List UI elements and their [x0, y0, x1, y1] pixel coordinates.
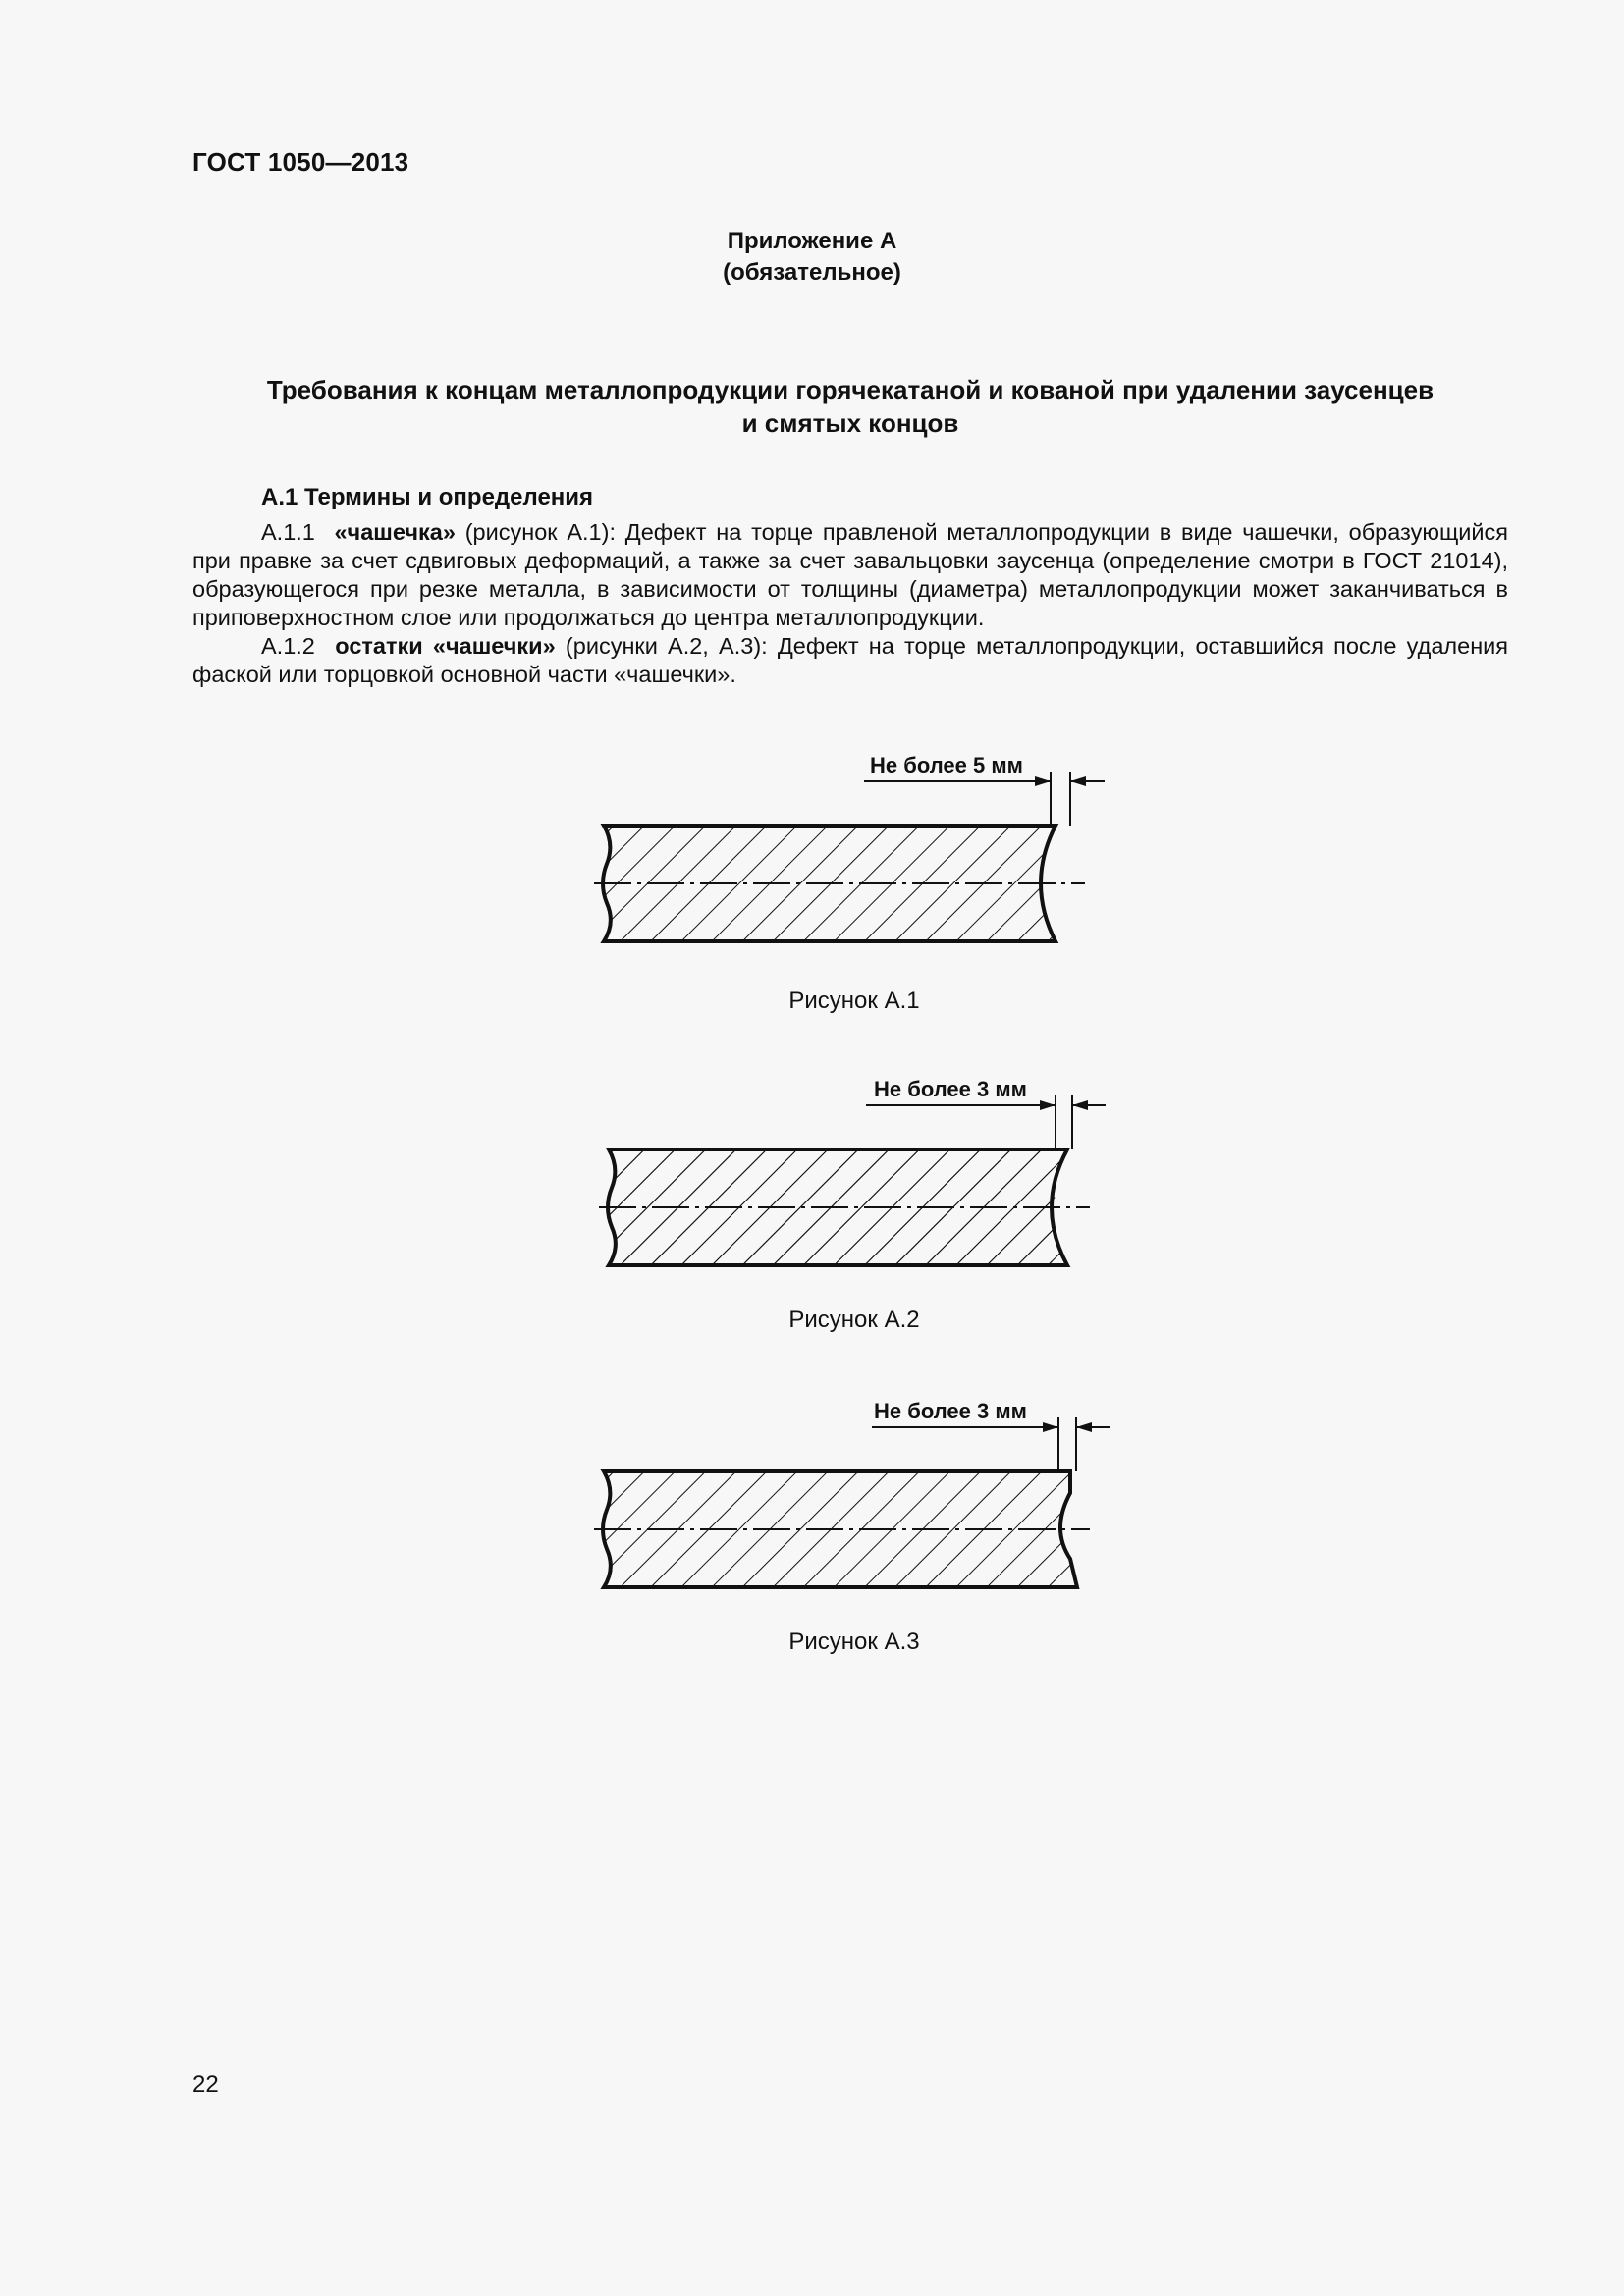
arrow-head	[1035, 776, 1051, 786]
page-number: 22	[192, 2071, 219, 2098]
appendix-status: (обязательное)	[723, 259, 901, 286]
figure-caption: Рисунок А.1	[788, 988, 920, 1014]
paragraph-number: А.1.2	[261, 633, 315, 659]
figure-a1-drawing	[550, 736, 1139, 962]
paragraph-number: А.1.1	[261, 519, 315, 545]
figure-a2-drawing	[550, 1060, 1139, 1286]
section-heading: А.1 Термины и определения	[261, 484, 594, 510]
appendix-label: Приложение А	[727, 228, 897, 254]
arrow-head	[1076, 1422, 1092, 1432]
annex-title-line2: и смятых концов	[741, 408, 959, 438]
annex-title-line1: Требования к концам металлопродукции горячекатаной и кованой при удалении заусенцев	[266, 375, 1435, 404]
figure-caption: Рисунок А.2	[788, 1307, 920, 1333]
term-definition: остатки «чашечки»	[335, 633, 556, 659]
term-definition: «чашечка»	[334, 519, 456, 545]
arrow-head	[1070, 776, 1086, 786]
paragraph-a12	[192, 632, 1508, 689]
dimension-label: Не более 5 мм	[870, 753, 1023, 777]
paragraph-a11	[192, 518, 1508, 632]
document-code: ГОСТ 1050—2013	[192, 147, 409, 177]
figure-a3-drawing	[550, 1382, 1139, 1608]
appendix-heading	[0, 226, 1624, 289]
figure-caption: Рисунок А.3	[788, 1629, 920, 1655]
annex-title	[192, 373, 1508, 440]
paragraph-text: (рисунки А.2, А.3): Дефект на торце металлопродукции, оставшийся после удаления фаской или торцовкой основной части «чашечки».	[192, 633, 1509, 687]
dimension-label: Не более 3 мм	[874, 1399, 1027, 1423]
paragraph-text: (рисунок А.1): Дефект на торце правленой металлопродукции в виде чашечки, образующийся при правке за счет сдвиговых деформаций, а также за счет завальцовки заусенца (определение смотри в ГОСТ 21014), образующегося при резке металла, в зависимости от толщины (диаметра) металлопродукции может заканчиваться в приповерхностном слое или продолжаться до центра металлопродукции.	[192, 519, 1509, 630]
arrow-head	[1043, 1422, 1058, 1432]
arrow-head	[1040, 1100, 1056, 1110]
arrow-head	[1072, 1100, 1088, 1110]
dimension-label: Не более 3 мм	[874, 1077, 1027, 1101]
